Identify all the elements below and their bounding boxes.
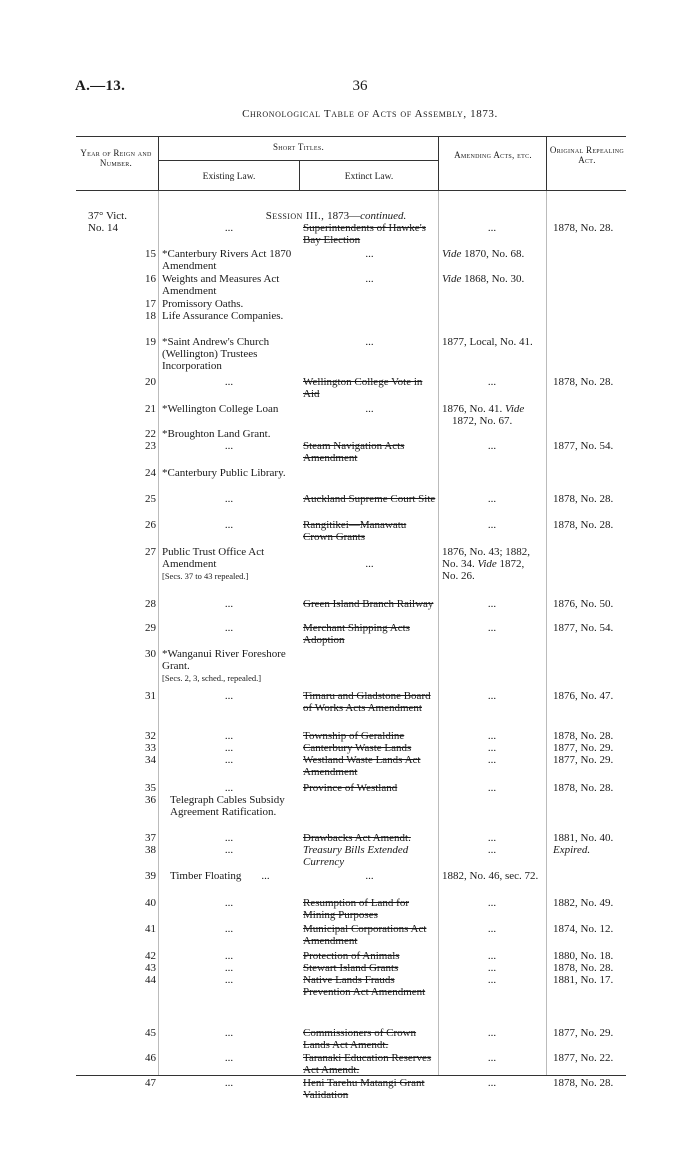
existing-law: ... xyxy=(224,222,234,234)
amending-acts: ... xyxy=(487,832,497,844)
repealing-act: 1874, No. 12. xyxy=(553,923,614,935)
existing-law: ... xyxy=(224,376,234,388)
existing-law: ... xyxy=(224,742,234,754)
repealing-act: 1877, No. 22. xyxy=(553,1052,614,1064)
extinct-law: Heni Tarehu Matangi Grant Validation xyxy=(303,1077,425,1101)
act-number: 27 xyxy=(145,546,156,558)
existing-law: ... xyxy=(224,950,234,962)
extinct-law: Commissioners of Crown Lands Act Amendt. xyxy=(303,1027,417,1051)
amending-ref: 1876, No. 43; 1882, No. 34. xyxy=(442,546,530,570)
extinct-law: Merchant Shipping Acts Adoption xyxy=(303,622,410,646)
act-number: 34 xyxy=(145,754,156,766)
amending-acts xyxy=(442,546,542,582)
repealing-act: 1881, No. 17. xyxy=(553,974,614,986)
vide-label: Vide xyxy=(504,403,525,415)
existing-law: ... xyxy=(224,519,234,531)
amending-acts: ... xyxy=(487,1077,497,1089)
existing-law: Telegraph Cables Subsidy Agreement Ratification. xyxy=(170,794,285,818)
session-prefix: Session III., xyxy=(265,210,325,222)
existing-law: Weights and Measures Act Amendment xyxy=(162,273,280,297)
session-continued: continued. xyxy=(360,210,407,222)
amending-acts: ... xyxy=(487,222,497,234)
existing-law: Life Assurance Companies. xyxy=(162,310,284,322)
amending-acts: ... xyxy=(487,1027,497,1039)
act-number: 40 xyxy=(145,897,156,909)
amending-acts: ... xyxy=(487,519,497,531)
vide-label: Vide xyxy=(442,273,462,285)
extinct-law: ... xyxy=(365,248,374,260)
reign-year: 37° Vict. xyxy=(88,210,127,222)
amending-acts: 1877, Local, No. 41. xyxy=(442,336,533,348)
repealing-act: 1878, No. 28. xyxy=(553,519,614,531)
existing-law: ... xyxy=(224,598,234,610)
existing-law: *Canterbury Rivers Act 1870 Amendment xyxy=(162,248,292,272)
existing-law: Promissory Oaths. xyxy=(162,298,244,310)
repealing-act: 1878, No. 28. xyxy=(553,730,614,742)
act-number: 44 xyxy=(145,974,156,986)
repealing-act: 1880, No. 18. xyxy=(553,950,614,962)
amending-acts xyxy=(442,273,542,285)
extinct-law: Rangitikei—Manawatu Crown Grants xyxy=(303,519,407,543)
divider-4 xyxy=(546,136,547,191)
repealing-act: 1881, No. 40. xyxy=(553,832,614,844)
act-number: 24 xyxy=(145,467,156,479)
existing-law: ... xyxy=(224,440,234,452)
existing-law: ... xyxy=(224,754,234,766)
extinct-law: Stewart Island Grants xyxy=(303,962,399,974)
act-number: 30 xyxy=(145,648,156,660)
existing-law: ... xyxy=(224,897,234,909)
amending-ref-b: 1872, No. 26. xyxy=(442,558,525,582)
existing-title: Timber Floating xyxy=(170,870,242,882)
extinct-law: Wellington College Vote in Aid xyxy=(303,376,423,400)
existing-law: ... xyxy=(224,844,234,856)
repeal-note: [Secs. 37 to 43 repealed.] xyxy=(162,571,249,581)
act-number: 19 xyxy=(145,336,156,348)
extinct-law: Province of Westland xyxy=(303,782,398,794)
act-number: 35 xyxy=(145,782,156,794)
existing-law: *Saint Andrew's Church (Wellington) Trustees Incorporation xyxy=(162,336,270,372)
amending-acts: ... xyxy=(487,897,497,909)
amending-acts: ... xyxy=(487,974,497,986)
repealing-act: Expired. xyxy=(553,844,591,856)
repealing-act: 1876, No. 47. xyxy=(553,690,614,702)
existing-title: *Wanganui River Foreshore Grant. xyxy=(162,648,286,672)
amending-acts xyxy=(442,248,542,260)
amending-ref-b: 1872, No. 67. xyxy=(452,415,513,427)
act-number: 18 xyxy=(145,310,156,322)
divider-3 xyxy=(438,136,439,191)
existing-law: *Broughton Land Grant. xyxy=(162,428,271,440)
act-number: 26 xyxy=(145,519,156,531)
act-number: No. 14 xyxy=(88,222,118,234)
repealing-act: 1878, No. 28. xyxy=(553,376,614,388)
amending-acts: ... xyxy=(487,962,497,974)
amending-acts: ... xyxy=(487,844,497,856)
existing-law xyxy=(162,870,298,882)
amending-ref: 1868, No. 30. xyxy=(464,273,525,285)
body-divider-3 xyxy=(438,191,439,1075)
act-number: 21 xyxy=(145,403,156,415)
amending-acts: ... xyxy=(487,440,497,452)
act-number: 29 xyxy=(145,622,156,634)
extinct-law: ... xyxy=(365,403,374,415)
body-divider-1 xyxy=(158,191,159,1075)
act-number: 43 xyxy=(145,962,156,974)
repealing-act: 1877, No. 29. xyxy=(553,1027,614,1039)
existing-law: ... xyxy=(224,730,234,742)
amending-ref: 1870, No. 68. xyxy=(464,248,525,260)
body-divider-4 xyxy=(546,191,547,1075)
header-amending: Amending Acts, etc. xyxy=(454,150,532,160)
act-number: 45 xyxy=(145,1027,156,1039)
act-number: 15 xyxy=(145,248,156,260)
page-reference: A.—13. xyxy=(75,78,126,94)
session-year: 1873— xyxy=(327,210,361,222)
acts-table xyxy=(76,128,626,1101)
amending-acts: ... xyxy=(487,1052,497,1064)
act-number: 25 xyxy=(145,493,156,505)
extinct-law: Timaru and Gladstone Board of Works Acts Amendment xyxy=(303,690,431,714)
extinct-law: ... xyxy=(365,558,374,570)
act-number: 47 xyxy=(145,1077,156,1089)
amending-acts: ... xyxy=(487,690,497,702)
extinct-law: Canterbury Waste Lands xyxy=(303,742,412,754)
existing-law: ... xyxy=(224,923,234,935)
extinct-law: ... xyxy=(365,870,374,882)
amending-acts: ... xyxy=(487,782,497,794)
act-number: 32 xyxy=(145,730,156,742)
extinct-law: Drawbacks Act Amendt. xyxy=(303,832,411,844)
act-number: 37 xyxy=(145,832,156,844)
existing-law: ... xyxy=(224,1052,234,1064)
act-number: 23 xyxy=(145,440,156,452)
existing-law: ... xyxy=(224,622,234,634)
extinct-law: ... xyxy=(365,336,374,348)
existing-law: ... xyxy=(224,1027,234,1039)
act-number: 39 xyxy=(145,870,156,882)
act-number: 36 xyxy=(145,794,156,806)
extinct-law: Resumption of Land for Mining Purposes xyxy=(303,897,410,921)
existing-title: Public Trust Office Act Amendment xyxy=(162,546,265,570)
existing-law: ... xyxy=(224,962,234,974)
act-number: 17 xyxy=(145,298,156,310)
page-number: 36 xyxy=(352,78,368,94)
extinct-law: Superintendents of Hawke's Bay Election xyxy=(303,222,426,246)
repealing-act: 1878, No. 28. xyxy=(553,1077,614,1089)
leader-dots: ... xyxy=(261,870,270,882)
act-number: 31 xyxy=(145,690,156,702)
act-number: 41 xyxy=(145,923,156,935)
amending-acts: ... xyxy=(487,754,497,766)
extinct-law: Westland Waste Lands Act Amendment xyxy=(303,754,421,778)
amending-acts: ... xyxy=(487,622,497,634)
repealing-act: 1877, No. 29. xyxy=(553,742,614,754)
act-number: 46 xyxy=(145,1052,156,1064)
extinct-law: Native Lands Frauds Prevention Act Amendment xyxy=(303,974,426,998)
existing-law: ... xyxy=(224,974,234,986)
header-repealing: Original Repealing Act. xyxy=(549,145,625,165)
repealing-act: 1876, No. 50. xyxy=(553,598,614,610)
amending-acts xyxy=(442,403,542,427)
header-short-titles: Short Titles. xyxy=(272,142,325,152)
repealing-act: 1882, No. 49. xyxy=(553,897,614,909)
existing-law: ... xyxy=(224,832,234,844)
amending-acts: ... xyxy=(487,493,497,505)
repealing-act: 1878, No. 28. xyxy=(553,493,614,505)
amending-acts: ... xyxy=(487,376,497,388)
act-number: 20 xyxy=(145,376,156,388)
session-heading xyxy=(186,210,486,222)
extinct-law: Municipal Corporations Act Amendment xyxy=(303,923,427,947)
extinct-law: Protection of Animals xyxy=(303,950,400,962)
repealing-act: 1877, No. 54. xyxy=(553,622,614,634)
extinct-law: Treasury Bills Extended Currency xyxy=(303,844,409,868)
existing-law: ... xyxy=(224,782,234,794)
existing-law xyxy=(162,546,296,582)
extinct-law: Steam Navigation Acts Amendment xyxy=(303,440,405,464)
header-year-reign: Year of Reign and Number. xyxy=(80,148,152,168)
extinct-law: Taranaki Education Reserves Act Amendt. xyxy=(303,1052,432,1076)
extinct-law: Green Island Branch Railway xyxy=(303,598,434,610)
repealing-act: 1878, No. 28. xyxy=(553,222,614,234)
repealing-act: 1878, No. 28. xyxy=(553,962,614,974)
act-number: 33 xyxy=(145,742,156,754)
act-number: 38 xyxy=(145,844,156,856)
amending-acts: ... xyxy=(487,730,497,742)
existing-law: ... xyxy=(224,1077,234,1089)
amending-acts: ... xyxy=(487,742,497,754)
amending-acts: 1882, No. 46, sec. 72. xyxy=(442,870,539,882)
act-number: 16 xyxy=(145,273,156,285)
existing-law xyxy=(162,648,296,684)
vide-label: Vide xyxy=(442,248,462,260)
existing-law: *Canterbury Public Library. xyxy=(162,467,286,479)
extinct-law: ... xyxy=(365,273,374,285)
existing-law: ... xyxy=(224,493,234,505)
extinct-law: Township of Geraldine xyxy=(303,730,405,742)
repeal-note: [Secs. 2, 3, sched., repealed.] xyxy=(162,673,262,683)
existing-law: *Wellington College Loan xyxy=(162,403,279,415)
act-number: 42 xyxy=(145,950,156,962)
extinct-law: Auckland Supreme Court Site xyxy=(303,493,436,505)
repealing-act: 1877, No. 54. xyxy=(553,440,614,452)
page-title: Chronological Table of Acts of Assembly, 1873. xyxy=(242,108,498,120)
amending-acts: ... xyxy=(487,950,497,962)
vide-label: Vide xyxy=(477,558,497,570)
header-existing-law: Existing Law. xyxy=(202,172,256,182)
header-extinct-law: Extinct Law. xyxy=(344,172,394,182)
existing-law: ... xyxy=(224,690,234,702)
act-number: 22 xyxy=(145,428,156,440)
amending-ref: 1876, No. 41. xyxy=(442,403,503,415)
act-number: 28 xyxy=(145,598,156,610)
repealing-act: 1877, No. 29. xyxy=(553,754,614,766)
amending-acts: ... xyxy=(487,598,497,610)
amending-acts: ... xyxy=(487,923,497,935)
repealing-act: 1878, No. 28. xyxy=(553,782,614,794)
